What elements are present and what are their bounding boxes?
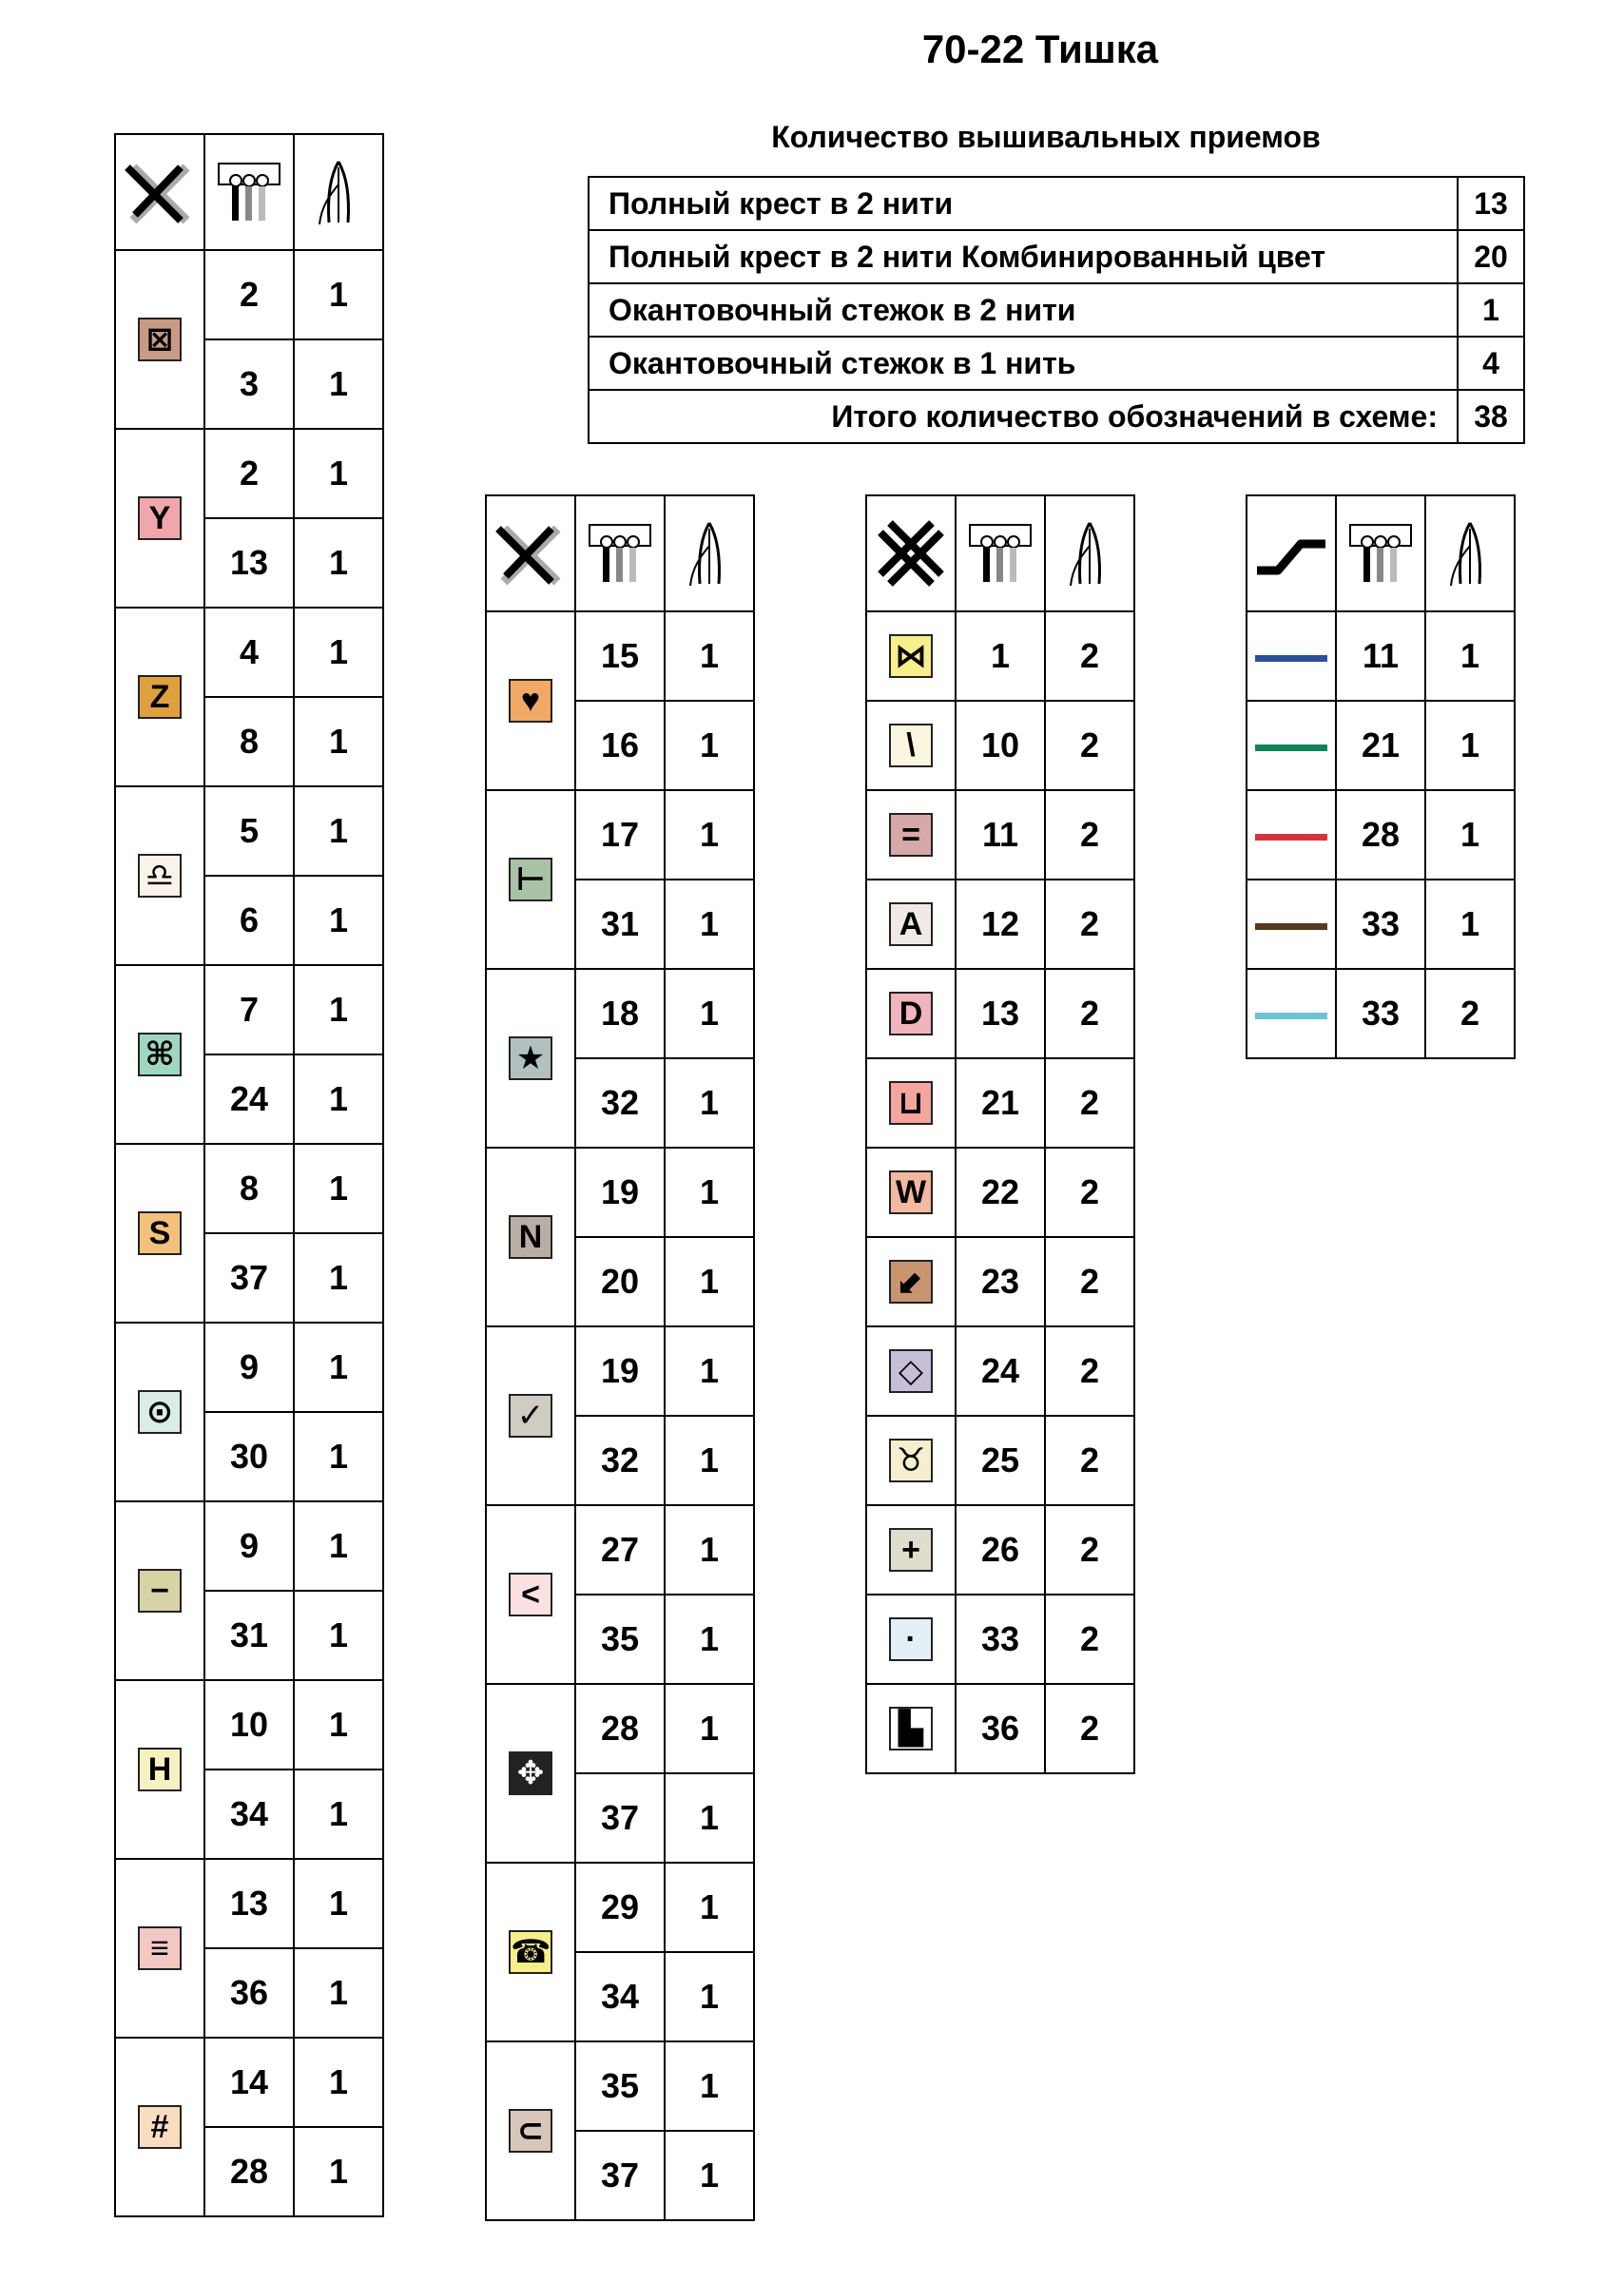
stitch-symbol: · <box>889 1617 933 1661</box>
legend-table-4 <box>1246 494 1516 1059</box>
backstitch-line-swatch <box>1255 655 1327 662</box>
stitch-symbol: ▙ <box>889 1707 933 1750</box>
strands-cell: 2 <box>1045 701 1134 790</box>
symbol-cell <box>115 965 204 1144</box>
strands-cell: 1 <box>294 697 383 786</box>
strands-cell: 1 <box>294 2127 383 2216</box>
strands-cell: 1 <box>665 1595 754 1684</box>
thread-count-cell: 6 <box>204 876 294 965</box>
symbol-cell <box>115 608 204 786</box>
table-row <box>115 965 383 1054</box>
symbol-cell <box>115 1680 204 1859</box>
strands-cell: 1 <box>294 786 383 876</box>
strands-cell: 1 <box>294 429 383 518</box>
needle-header <box>665 495 754 611</box>
thread-count-cell: 23 <box>956 1237 1045 1326</box>
summary-label: Полный крест в 2 нити <box>589 177 1458 230</box>
symbol-cell <box>486 1326 575 1505</box>
thread-count-cell: 4 <box>204 608 294 697</box>
thread-count-cell: 22 <box>956 1148 1045 1237</box>
stitch-symbol: ♥ <box>509 679 552 723</box>
thread-count-cell: 19 <box>575 1148 665 1237</box>
thread-count-cell: 15 <box>575 611 665 701</box>
table-row <box>486 969 754 1058</box>
stitch-symbol: ⌘ <box>138 1033 182 1076</box>
stitch-symbol: D <box>889 992 933 1035</box>
strands-cell: 2 <box>1045 611 1134 701</box>
stitch-symbol: \ <box>889 724 933 767</box>
stitch-symbol: + <box>889 1528 933 1572</box>
backstitch-header <box>1247 495 1336 611</box>
stitch-symbol: N <box>509 1215 552 1259</box>
symbol-cell <box>866 611 956 701</box>
strands-cell: 1 <box>294 1323 383 1412</box>
summary-value: 20 <box>1458 230 1524 283</box>
strands-cell: 1 <box>294 339 383 429</box>
legend-table-1 <box>114 133 384 2217</box>
thread-count-cell: 20 <box>575 1237 665 1326</box>
summary-label: Окантовочный стежок в 2 нити <box>589 283 1458 337</box>
summary-label: Окантовочный стежок в 1 нить <box>589 337 1458 390</box>
table-row <box>486 1863 754 1952</box>
table-row <box>486 1505 754 1595</box>
backstitch-color-cell <box>1247 880 1336 969</box>
table-row <box>115 2038 383 2127</box>
symbol-cell <box>486 611 575 790</box>
stitch-symbol: ⬋ <box>889 1260 933 1304</box>
strands-cell: 2 <box>1045 1326 1134 1416</box>
table-row <box>115 1323 383 1412</box>
strands-cell: 1 <box>665 2041 754 2131</box>
stitch-symbol: ⊙ <box>138 1390 182 1434</box>
summary-row <box>589 283 1524 337</box>
symbol-cell <box>486 1505 575 1684</box>
summary-value: 1 <box>1458 283 1524 337</box>
thread-count-cell: 24 <box>204 1054 294 1144</box>
strands-cell: 2 <box>1045 1148 1134 1237</box>
thread-count-cell: 34 <box>575 1952 665 2041</box>
table-row <box>866 880 1134 969</box>
thread-count-cell: 35 <box>575 2041 665 2131</box>
stitch-symbol: ⊂ <box>509 2109 552 2153</box>
symbol-cell <box>866 790 956 880</box>
strands-cell: 1 <box>294 1054 383 1144</box>
thread-count-cell: 28 <box>575 1684 665 1773</box>
thread-count-cell: 36 <box>204 1948 294 2038</box>
table-row <box>1247 611 1515 701</box>
thread-count-cell: 1 <box>956 611 1045 701</box>
thread-strands-header <box>575 495 665 611</box>
table-row <box>486 1684 754 1773</box>
symbol-cell <box>486 969 575 1148</box>
table-row <box>486 1148 754 1237</box>
symbol-cell <box>486 1863 575 2041</box>
strands-cell: 1 <box>665 1952 754 2041</box>
symbol-cell <box>115 1144 204 1323</box>
backstitch-line-swatch <box>1255 923 1327 930</box>
thread-strands-icon <box>584 517 656 590</box>
thread-count-cell: 37 <box>575 1773 665 1863</box>
backstitch-color-cell <box>1247 969 1336 1058</box>
thread-strands-header <box>956 495 1045 611</box>
table-row <box>115 1859 383 1948</box>
strands-cell: 1 <box>665 1148 754 1237</box>
table-row <box>866 1058 1134 1148</box>
strands-cell: 2 <box>1045 1595 1134 1684</box>
symbol-cell <box>866 1595 956 1684</box>
summary-row <box>589 177 1524 230</box>
strands-cell: 1 <box>294 1770 383 1859</box>
symbol-cell <box>115 2038 204 2216</box>
thread-count-cell: 14 <box>204 2038 294 2127</box>
summary-row <box>589 230 1524 283</box>
needle-icon <box>673 517 745 590</box>
thread-count-cell: 19 <box>575 1326 665 1416</box>
strands-cell: 1 <box>294 1948 383 2038</box>
strands-cell: 2 <box>1045 1237 1134 1326</box>
thread-count-cell: 11 <box>1336 611 1425 701</box>
cross-stitch-header <box>115 134 204 250</box>
symbol-cell <box>486 1148 575 1326</box>
stitch-symbol: ★ <box>509 1036 552 1080</box>
table-row <box>866 790 1134 880</box>
table-row <box>1247 880 1515 969</box>
symbol-cell <box>486 1684 575 1863</box>
symbol-cell <box>866 1058 956 1148</box>
summary-total-label: Итого количество обозначений в схеме: <box>589 390 1458 443</box>
thread-count-cell: 32 <box>575 1416 665 1505</box>
stitch-symbol: ✓ <box>509 1394 552 1438</box>
double-cross-stitch-icon <box>875 517 947 590</box>
stitch-symbol: ✥ <box>509 1751 552 1795</box>
needle-icon <box>1054 517 1126 590</box>
strands-cell: 1 <box>294 1680 383 1770</box>
thread-count-cell: 37 <box>204 1233 294 1323</box>
table-row <box>486 2041 754 2131</box>
thread-strands-header <box>204 134 294 250</box>
table-row <box>866 1237 1134 1326</box>
stitch-symbol: S <box>138 1211 182 1255</box>
thread-count-cell: 5 <box>204 786 294 876</box>
thread-count-cell: 9 <box>204 1323 294 1412</box>
table-row <box>115 1144 383 1233</box>
table-row <box>115 250 383 339</box>
strands-cell: 2 <box>1045 1416 1134 1505</box>
summary-total-row <box>589 390 1524 443</box>
strands-cell: 1 <box>294 1233 383 1323</box>
thread-count-cell: 33 <box>1336 880 1425 969</box>
table-row <box>115 608 383 697</box>
backstitch-line-swatch <box>1255 834 1327 841</box>
thread-count-cell: 36 <box>956 1684 1045 1773</box>
stitch-symbol: = <box>889 813 933 857</box>
summary-total-value: 38 <box>1458 390 1524 443</box>
legend-table-2 <box>485 494 755 2221</box>
thread-count-cell: 10 <box>204 1680 294 1770</box>
stitch-symbol: H <box>138 1748 182 1791</box>
strands-cell: 1 <box>665 611 754 701</box>
table-row <box>866 701 1134 790</box>
strands-cell: 2 <box>1045 880 1134 969</box>
table-row <box>866 1326 1134 1416</box>
thread-count-cell: 2 <box>204 250 294 339</box>
thread-count-cell: 17 <box>575 790 665 880</box>
thread-count-cell: 12 <box>956 880 1045 969</box>
summary-value: 4 <box>1458 337 1524 390</box>
thread-count-cell: 37 <box>575 2131 665 2220</box>
symbol-cell <box>866 701 956 790</box>
strands-cell: 2 <box>1045 1058 1134 1148</box>
symbol-cell <box>115 786 204 965</box>
strands-cell: 1 <box>665 701 754 790</box>
thread-count-cell: 18 <box>575 969 665 1058</box>
stitch-symbol: A <box>889 902 933 946</box>
thread-count-cell: 30 <box>204 1412 294 1501</box>
table-row <box>866 1684 1134 1773</box>
table-row <box>866 1595 1134 1684</box>
thread-count-cell: 13 <box>204 1859 294 1948</box>
strands-cell: 1 <box>665 1237 754 1326</box>
thread-count-cell: 28 <box>204 2127 294 2216</box>
summary-label: Полный крест в 2 нити Комбинированный цвет <box>589 230 1458 283</box>
thread-count-cell: 9 <box>204 1501 294 1591</box>
strands-cell: 1 <box>294 1144 383 1233</box>
strands-cell: 1 <box>665 790 754 880</box>
thread-count-cell: 2 <box>204 429 294 518</box>
thread-count-cell: 29 <box>575 1863 665 1952</box>
strands-cell: 1 <box>665 1773 754 1863</box>
strands-cell: 2 <box>1425 969 1515 1058</box>
table-row <box>866 1505 1134 1595</box>
stitch-symbol: ⊔ <box>889 1081 933 1125</box>
thread-count-cell: 35 <box>575 1595 665 1684</box>
backstitch-color-cell <box>1247 611 1336 701</box>
thread-count-cell: 3 <box>204 339 294 429</box>
thread-count-cell: 13 <box>956 969 1045 1058</box>
table-row <box>866 969 1134 1058</box>
stitch-symbol: − <box>138 1569 182 1613</box>
table-row <box>866 1416 1134 1505</box>
strands-cell: 1 <box>665 880 754 969</box>
symbol-cell <box>115 1859 204 2038</box>
backstitch-line-swatch <box>1255 1013 1327 1019</box>
strands-cell: 1 <box>294 1412 383 1501</box>
thread-count-cell: 11 <box>956 790 1045 880</box>
cross-stitch-icon <box>494 517 567 590</box>
thread-strands-header <box>1336 495 1425 611</box>
table-row <box>486 790 754 880</box>
symbol-cell <box>866 1237 956 1326</box>
strands-cell: 1 <box>1425 611 1515 701</box>
strands-cell: 1 <box>294 1591 383 1680</box>
symbol-cell <box>866 1505 956 1595</box>
backstitch-color-cell <box>1247 701 1336 790</box>
thread-count-cell: 13 <box>204 518 294 608</box>
symbol-cell <box>486 790 575 969</box>
stitch-symbol: ◇ <box>889 1349 933 1393</box>
table-row <box>866 611 1134 701</box>
symbol-cell <box>115 1501 204 1680</box>
stitch-symbol: ♉ <box>889 1439 933 1482</box>
thread-count-cell: 33 <box>1336 969 1425 1058</box>
summary-heading: Количество вышивальных приемов <box>771 120 1321 154</box>
strands-cell: 2 <box>1045 969 1134 1058</box>
backstitch-line-swatch <box>1255 745 1327 751</box>
needle-icon <box>302 156 375 228</box>
symbol-cell <box>866 1416 956 1505</box>
needle-header <box>294 134 383 250</box>
thread-count-cell: 8 <box>204 1144 294 1233</box>
needle-header <box>1045 495 1134 611</box>
stitch-symbol: ⋈ <box>889 634 933 678</box>
strands-cell: 2 <box>1045 1505 1134 1595</box>
cross-stitch-header <box>486 495 575 611</box>
stitch-symbol: ☎ <box>509 1930 552 1974</box>
thread-count-cell: 31 <box>204 1591 294 1680</box>
symbol-cell <box>486 2041 575 2220</box>
symbol-cell <box>866 1148 956 1237</box>
strands-cell: 2 <box>1045 1684 1134 1773</box>
symbol-cell <box>115 250 204 429</box>
double-cross-stitch-header <box>866 495 956 611</box>
stitch-symbol: < <box>509 1573 552 1616</box>
stitch-symbol: W <box>889 1170 933 1214</box>
symbol-cell <box>866 1326 956 1416</box>
backstitch-color-cell <box>1247 790 1336 880</box>
strands-cell: 1 <box>294 250 383 339</box>
thread-count-cell: 16 <box>575 701 665 790</box>
thread-count-cell: 34 <box>204 1770 294 1859</box>
thread-count-cell: 27 <box>575 1505 665 1595</box>
thread-count-cell: 28 <box>1336 790 1425 880</box>
thread-count-cell: 33 <box>956 1595 1045 1684</box>
cross-stitch-icon <box>124 156 196 228</box>
strands-cell: 1 <box>665 1505 754 1595</box>
strands-cell: 1 <box>294 1501 383 1591</box>
stitch-symbol: ≡ <box>138 1926 182 1970</box>
strands-cell: 1 <box>665 1863 754 1952</box>
summary-table <box>588 176 1525 444</box>
page-title: 70-22 Тишка <box>921 27 1159 71</box>
symbol-cell <box>866 1684 956 1773</box>
thread-count-cell: 21 <box>1336 701 1425 790</box>
thread-count-cell: 26 <box>956 1505 1045 1595</box>
strands-cell: 1 <box>665 969 754 1058</box>
strands-cell: 1 <box>1425 790 1515 880</box>
stitch-symbol: Z <box>138 675 182 719</box>
symbol-cell <box>115 429 204 608</box>
needle-header <box>1425 495 1515 611</box>
strands-cell: 1 <box>294 1859 383 1948</box>
table-row <box>1247 969 1515 1058</box>
thread-strands-icon <box>964 517 1036 590</box>
strands-cell: 1 <box>1425 701 1515 790</box>
thread-count-cell: 25 <box>956 1416 1045 1505</box>
strands-cell: 1 <box>665 1326 754 1416</box>
table-row <box>115 1680 383 1770</box>
table-row <box>115 786 383 876</box>
thread-count-cell: 10 <box>956 701 1045 790</box>
strands-cell: 1 <box>665 1058 754 1148</box>
stitch-symbol: ♎ <box>138 854 182 898</box>
strands-cell: 2 <box>1045 790 1134 880</box>
strands-cell: 1 <box>665 1416 754 1505</box>
table-row <box>486 611 754 701</box>
strands-cell: 1 <box>294 608 383 697</box>
table-row <box>866 1148 1134 1237</box>
backstitch-icon <box>1253 517 1329 590</box>
thread-count-cell: 21 <box>956 1058 1045 1148</box>
strands-cell: 1 <box>294 965 383 1054</box>
symbol-cell <box>866 969 956 1058</box>
summary-value: 13 <box>1458 177 1524 230</box>
symbol-cell <box>866 880 956 969</box>
strands-cell: 1 <box>294 518 383 608</box>
thread-count-cell: 31 <box>575 880 665 969</box>
strands-cell: 1 <box>294 876 383 965</box>
table-row <box>486 1326 754 1416</box>
needle-icon <box>1434 517 1506 590</box>
thread-count-cell: 32 <box>575 1058 665 1148</box>
thread-count-cell: 24 <box>956 1326 1045 1416</box>
strands-cell: 1 <box>665 1684 754 1773</box>
strands-cell: 1 <box>665 2131 754 2220</box>
stitch-symbol: ⊢ <box>509 858 552 901</box>
table-row <box>115 429 383 518</box>
stitch-symbol: Y <box>138 496 182 540</box>
table-row <box>1247 790 1515 880</box>
table-row <box>1247 701 1515 790</box>
stitch-symbol: # <box>138 2105 182 2149</box>
symbol-cell <box>115 1323 204 1501</box>
legend-table-3 <box>865 494 1135 1774</box>
strands-cell: 1 <box>294 2038 383 2127</box>
summary-row <box>589 337 1524 390</box>
stitch-symbol: ⊠ <box>138 318 182 361</box>
thread-strands-icon <box>1344 517 1417 590</box>
thread-count-cell: 7 <box>204 965 294 1054</box>
table-row <box>115 1501 383 1591</box>
thread-strands-icon <box>213 156 285 228</box>
strands-cell: 1 <box>1425 880 1515 969</box>
thread-count-cell: 8 <box>204 697 294 786</box>
